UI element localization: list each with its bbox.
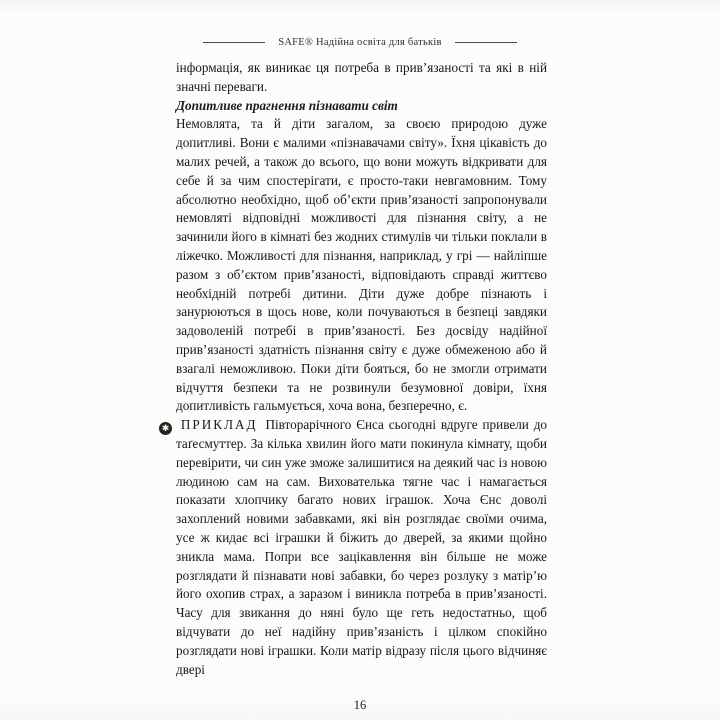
header-rule-left bbox=[203, 42, 265, 43]
example-label: ПРИКЛАД bbox=[180, 417, 258, 433]
page-number: 16 bbox=[353, 698, 367, 712]
text-column bbox=[161, 59, 548, 679]
header-rule-right bbox=[455, 42, 517, 43]
example-text: Півторарічного Єнса сьогодні вдруге привели до таґесмуттер. За кілька хвилин його мати покинула кімнату, щоби перевірити, чи син уже зможе залишитися на деякий час із новою людиною сам на сам. Вихователька тягне час і намагається показати хлопчику багато нових іграшок. Хоча Єнс доволі захоплений новими забавками, які він розглядає своїми очима, усе ж кидає всі іграшки й біжить до дверей, за якими щойно зникла мама. Попри все зацікавлення він більше не може розглядати й пізнавати нові забавки, бо через розлуку з матір’ю його охопив страх, а заразом і виникла потреба в прив’язаності. Часу для звикання до няні було ще геть недостатньо, щоб відчувати до неї надійну прив’язаність і цілком спокійно розглядати нові іграшки. Коли матір відразу після цього відчиняє двері bbox=[176, 417, 548, 677]
flower-asterisk-icon: ✱ bbox=[159, 422, 172, 435]
running-header-title: SAFE® Надійна освіта для батьків bbox=[278, 37, 442, 48]
running-header bbox=[0, 37, 720, 48]
example-paragraph bbox=[161, 416, 548, 679]
section-heading: Допитливе прагнення пізнавати світ bbox=[176, 97, 398, 113]
main-paragraph: Немовлята, та й діти загалом, за своєю природою дуже допитливі. Вони є малими «пізнавачами світу». Їхня цікавість до малих речей, а також до всього, що вони можуть відкривати для себе й за чим спостерігати, є просто-таки невгамовним. Тому абсолютно необхідно, щоб об’єкти прив’язаності запропонували немовляті відповідні можливості для пізнання світу, а не зачинили його в кімнаті без жодних стимулів чи тільки поклали в ліжечко. Можливості для пізнання, наприклад, у грі — найліпше разом з об’єктом прив’язаності, відповідають справді життєво необхідній потребі дитини. Діти дуже добре пізнають і занурюються в щось нове, коли почуваються в безпеці завдяки задоволеній потребі в прив’язаності. Без досвіду надійної прив’язаності здатність пізнання світу є дуже обмеженою або й взагалі неможливою. Поки діти бояться, бо не змогли отримати відчуття безпеки та не розвинули безумовної довіри, їхня допитливість гальмується, хоча вона, безперечно, є. bbox=[176, 116, 547, 414]
intro-paragraph: інформація, як виникає ця потреба в прив’язаності та які в ній значні переваги. bbox=[176, 60, 547, 94]
